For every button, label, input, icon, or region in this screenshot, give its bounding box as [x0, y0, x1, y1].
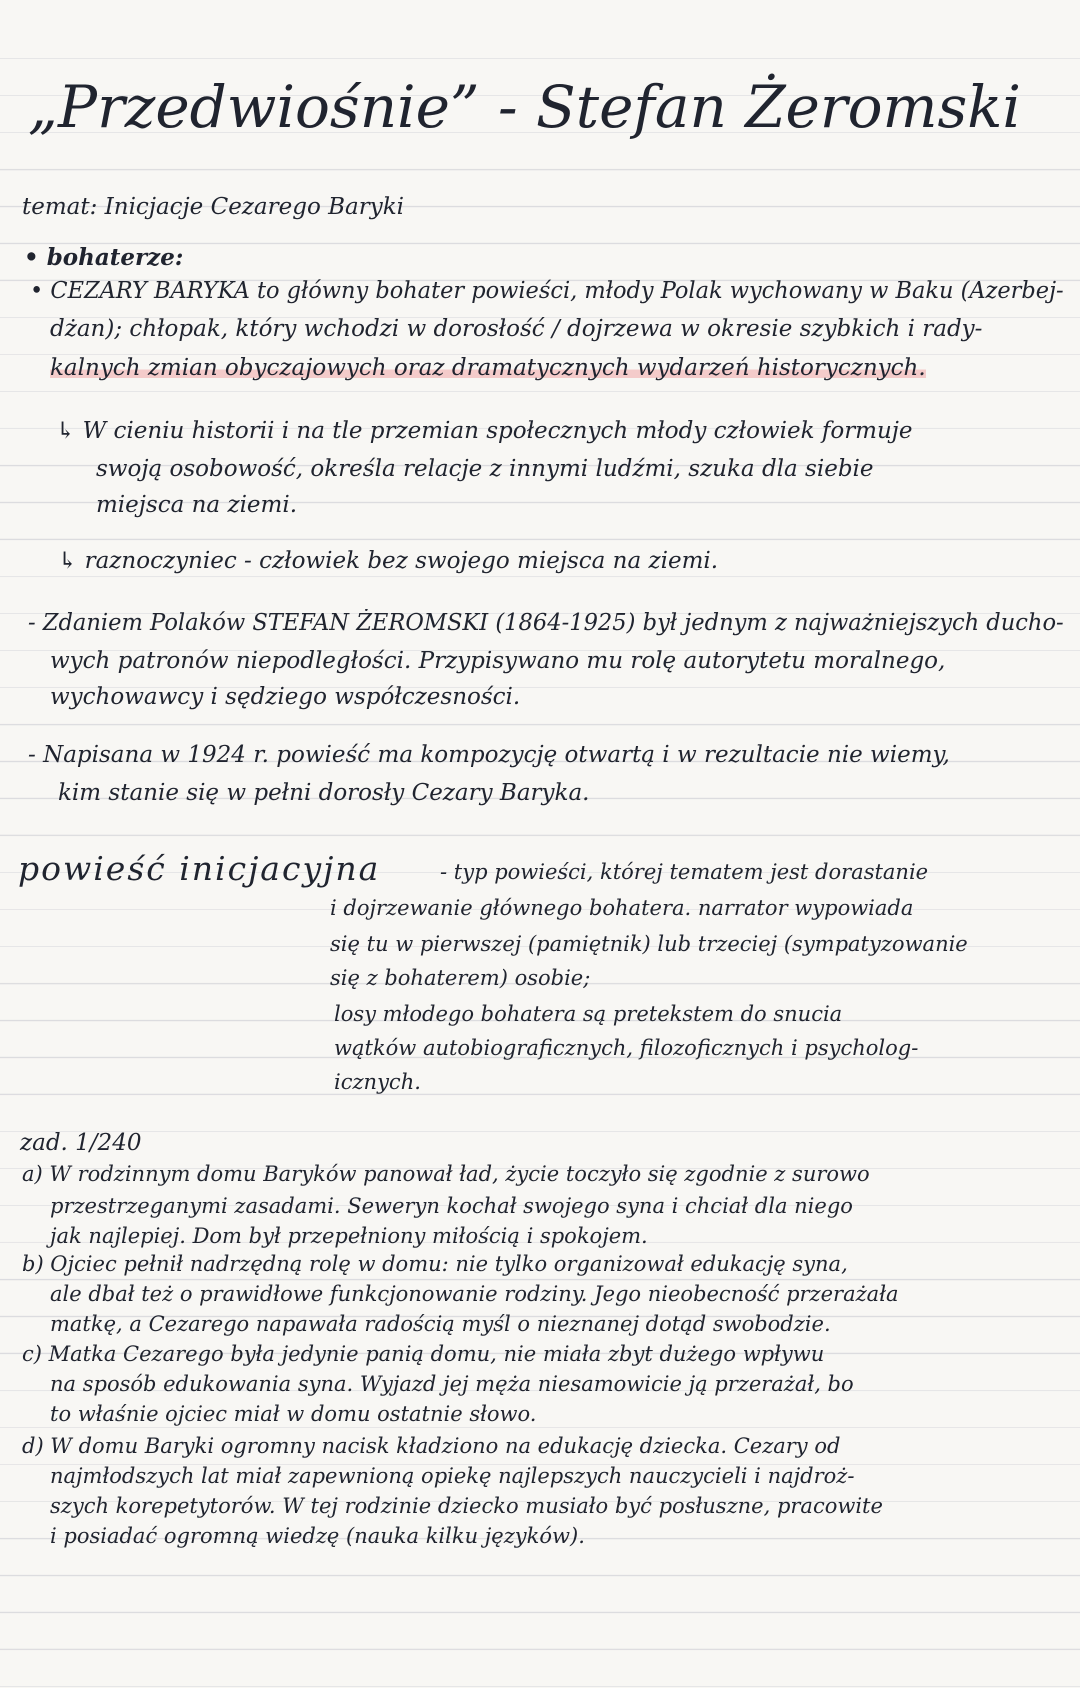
task-d-line-2: najmłodszych lat miał zapewnioną opiekę najlepszych nauczycieli i najdroż- — [50, 1464, 855, 1488]
task-d-line-4: i posiadać ogromną wiedzę (nauka kilku języków). — [50, 1524, 585, 1548]
topic-line: temat: Inicjacje Cezarego Baryki — [22, 194, 405, 220]
task-d-line-3: szych korepetytorów. W tej rodzinie dziecko musiało być posłuszne, pracowite — [50, 1494, 883, 1518]
p6-line-4: się z bohaterem) osobie; — [330, 966, 591, 990]
task-c-line-1: c) Matka Cezarego była jedynie panią domu, nie miała zbyt dużego wpływu — [22, 1342, 825, 1366]
p2-line-3: miejsca na ziemi. — [96, 492, 298, 518]
p1-line-1: • CEZARY BARYKA to główny bohater powieści, młody Polak wychowany w Baku (Azerbej- — [30, 278, 1064, 304]
p4-line-2: wych patronów niepodległości. Przypisywano mu rolę autorytetu moralnego, — [50, 648, 946, 674]
task-a-line-1: a) W rodzinnym domu Baryków panował ład, życie toczyło się zgodnie z surowo — [22, 1162, 870, 1186]
p4-line-1: - Zdaniem Polaków STEFAN ŻEROMSKI (1864-1925) był jednym z najważniejszych ducho- — [28, 610, 1064, 636]
p3-line-1: ↳ raznoczyniec - człowiek bez swojego miejsca na ziemi. — [58, 548, 719, 574]
heroes-header: • bohaterze: — [24, 244, 184, 271]
p4-line-3: wychowawcy i sędziego współczesności. — [50, 684, 521, 710]
page-title: „Przedwiośnie” - Stefan Żeromski — [28, 73, 1021, 141]
task-a-line-2: przestrzeganymi zasadami. Seweryn kochał swojego syna i chciał dla niego — [50, 1194, 853, 1218]
p1-line-2: dżan); chłopak, który wchodzi w dorosłość / dojrzewa w okresie szybkich i rady- — [50, 316, 983, 342]
p6-line-2: i dojrzewanie głównego bohatera. narrator wypowiada — [330, 896, 914, 920]
p2-line-1: ↳ W cieniu historii i na tle przemian społecznych młody człowiek formuje — [56, 418, 913, 444]
novel-term: powieść inicjacyjna — [18, 849, 381, 888]
p6-line-1: - typ powieści, której tematem jest dorastanie — [440, 860, 929, 884]
p6-line-3: się tu w pierwszej (pamiętnik) lub trzeciej (sympatyzowanie — [330, 932, 968, 956]
p1-line-3: kalnych zmian obyczajowych oraz dramatycznych wydarzeń historycznych. — [50, 355, 926, 381]
task-d-line-1: d) W domu Baryki ogromny nacisk kładziono na edukację dziecka. Cezary od — [22, 1434, 841, 1458]
task-c-line-3: to właśnie ojciec miał w domu ostatnie słowo. — [50, 1402, 537, 1426]
p6-line-7: icznych. — [334, 1070, 421, 1094]
task-c-line-2: na sposób edukowania syna. Wyjazd jej męża niesamowicie ją przerażał, bo — [50, 1372, 854, 1396]
p2-line-2: swoją osobowość, określa relacje z innymi ludźmi, szuka dla siebie — [96, 456, 874, 482]
p6-line-5: losy młodego bohatera są pretekstem do snucia — [334, 1002, 843, 1026]
task-b-line-2: ale dbał też o prawidłowe funkcjonowanie rodziny. Jego nieobecność przerażała — [50, 1282, 899, 1306]
task-b-line-1: b) Ojciec pełnił nadrzędną rolę w domu: nie tylko organizował edukację syna, — [22, 1252, 848, 1276]
p5-line-2: kim stanie się w pełni dorosły Cezary Baryka. — [58, 780, 590, 806]
task-b-line-3: matkę, a Cezarego napawała radością myśl o nieznanej dotąd swobodzie. — [50, 1312, 831, 1336]
p5-line-1: - Napisana w 1924 r. powieść ma kompozycję otwartą i w rezultacie nie wiemy, — [28, 742, 950, 768]
task-label: zad. 1/240 — [20, 1130, 142, 1156]
p6-line-6: wątków autobiograficznych, filozoficznych i psycholog- — [334, 1036, 919, 1060]
task-a-line-3: jak najlepiej. Dom był przepełniony miłością i spokojem. — [50, 1224, 648, 1248]
